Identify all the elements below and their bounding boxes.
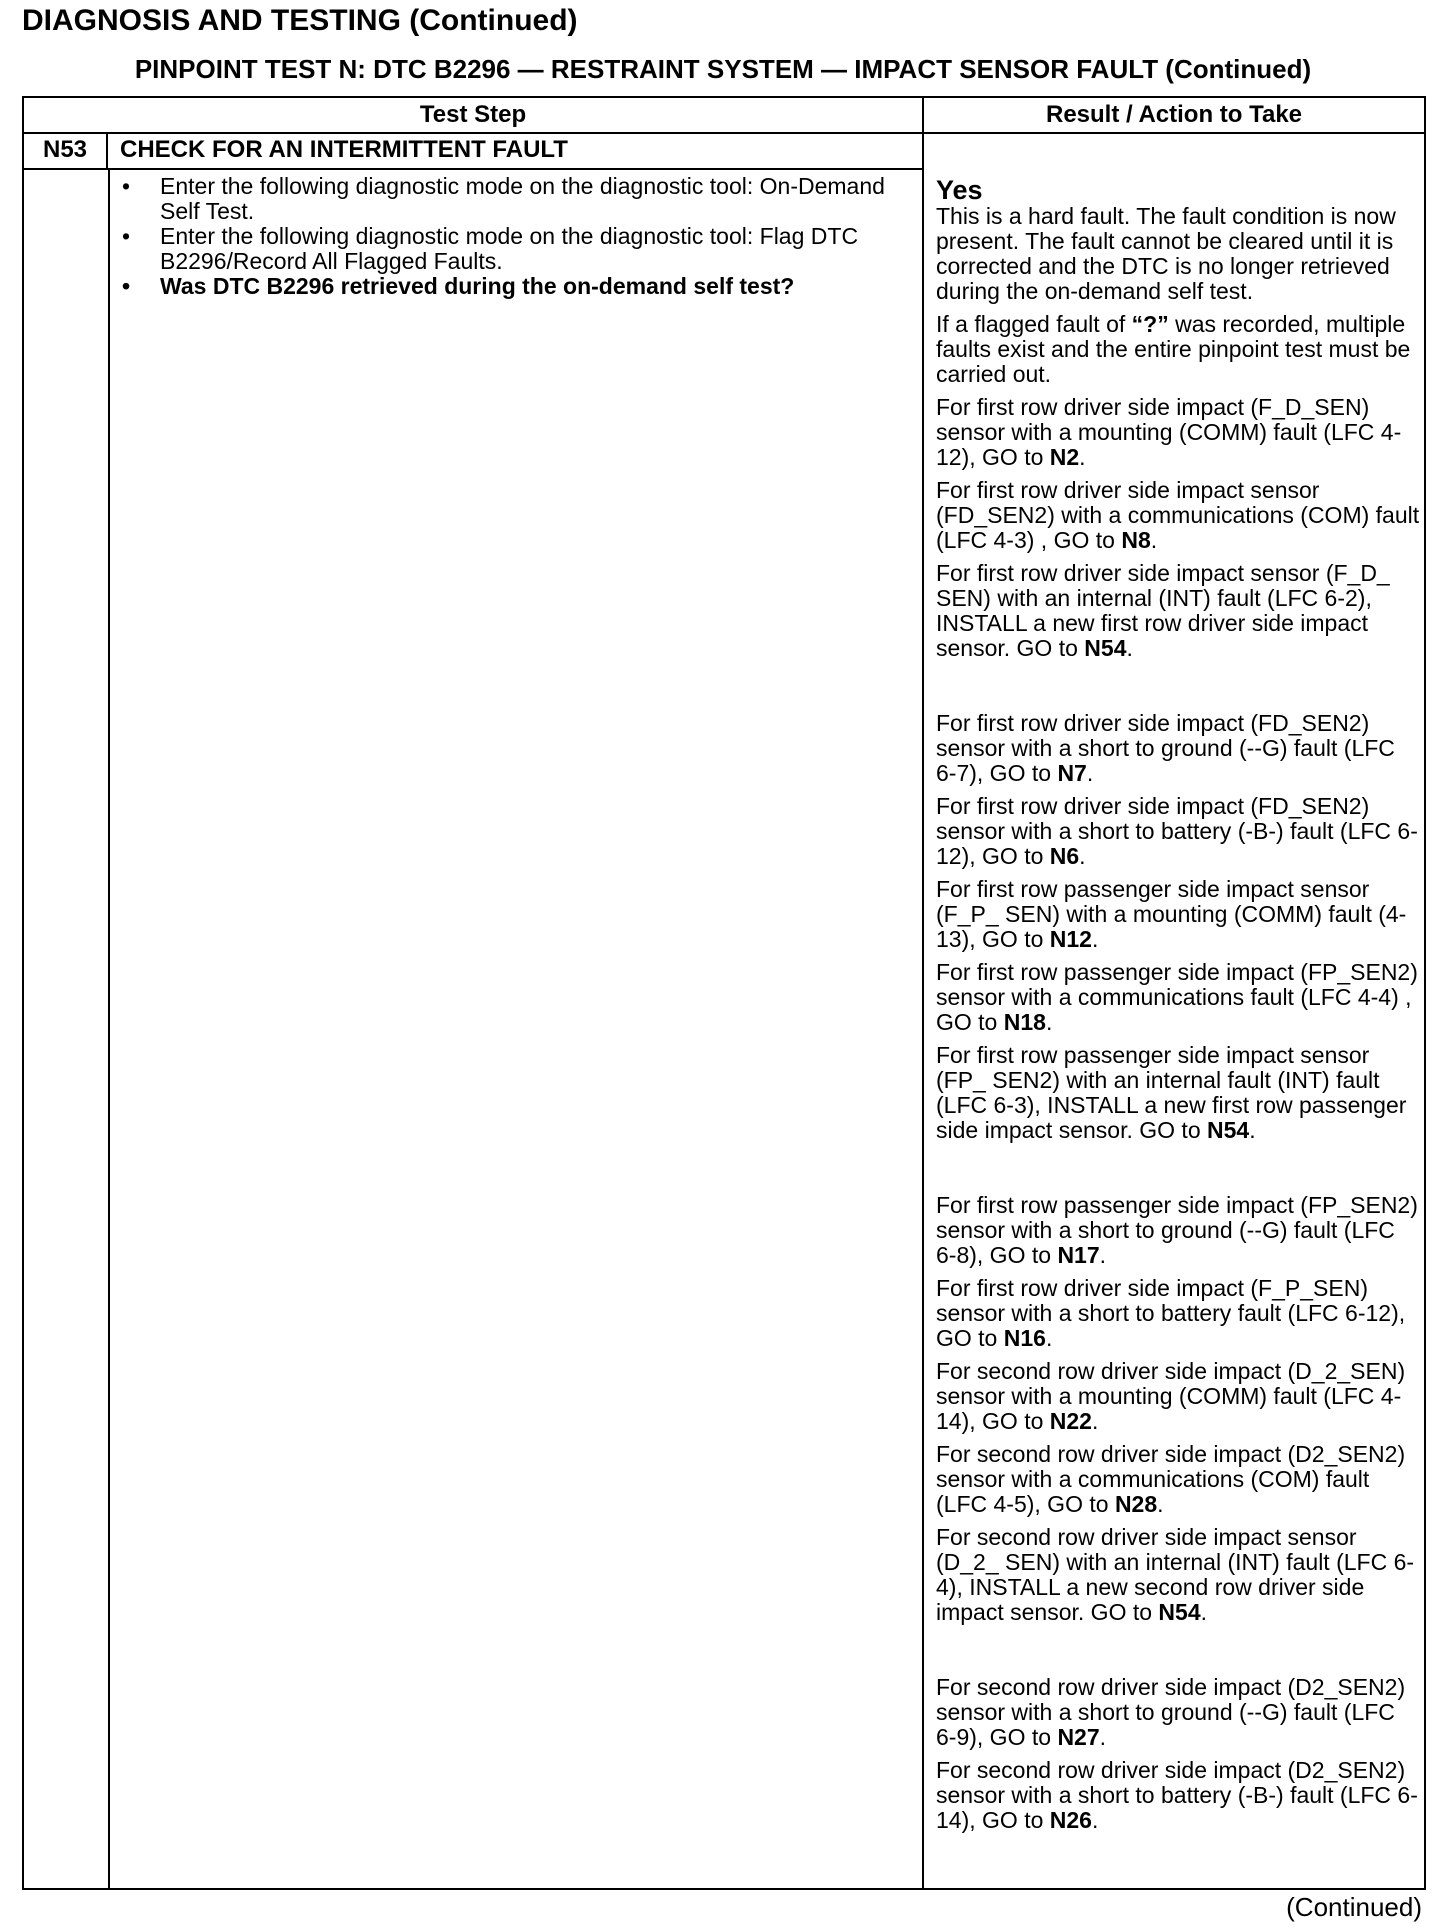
result-item: [936, 1193, 1420, 1268]
section-title: PINPOINT TEST N: DTC B2296 — RESTRAINT SYSTEM — IMPACT SENSOR FAULT (Continued): [134, 54, 1312, 84]
flag-note-symbol: “?”: [1131, 311, 1169, 337]
result-item: [936, 1276, 1420, 1351]
result-item-end: .: [1079, 843, 1086, 869]
result-item-step-ref: N12: [1049, 926, 1092, 952]
result-item-step-ref: N6: [1049, 843, 1080, 869]
instruction-item: [120, 224, 910, 274]
flag-note-text: If a flagged fault of: [936, 311, 1132, 337]
result-item-text: For first row passenger side impact sensor (F_P_ SEN) with a mounting (COMM) fault (4-13), GO to: [936, 876, 1407, 952]
result-item-step-ref: N7: [1057, 760, 1087, 786]
result-item-text: For first row passenger side impact (FP_SEN2) sensor with a communications fault (LFC 4-4) , GO to: [936, 959, 1418, 1035]
result-item-end: .: [1099, 1242, 1107, 1268]
test-step-table: [22, 96, 1426, 1890]
instruction-question: [120, 274, 910, 299]
result-item-step-ref: N54: [1158, 1599, 1201, 1625]
result-item-text: For first row driver side impact (FD_SEN2) sensor with a short to battery (-B-) fault (LFC 6-12), GO to: [936, 793, 1418, 869]
result-item: [936, 877, 1420, 952]
result-item-end: .: [1150, 527, 1158, 553]
result-item-text: For first row passenger side impact (FP_SEN2) sensor with a short to ground (--G) fault (LFC 6-8), GO to: [936, 1192, 1418, 1268]
result-item-end: .: [1091, 926, 1099, 952]
instruction-list: [120, 174, 910, 299]
result-item-text: For first row driver side impact (FD_SEN2) sensor with a short to ground (--G) fault (LFC 6-7), GO to: [936, 710, 1395, 786]
result-item: [936, 711, 1420, 786]
result-item: [936, 561, 1420, 661]
result-item: [936, 1758, 1420, 1833]
result-item: [936, 1442, 1420, 1517]
bullet-icon: •: [122, 273, 131, 299]
result-intro: This is a hard fault. The fault condition is now present. The fault cannot be cleared until it is corrected and the DTC is no longer retrieved during the on-demand self test.: [936, 203, 1396, 304]
result-item-end: .: [1091, 1807, 1099, 1833]
step-id: N53: [24, 134, 108, 168]
result-item-step-ref: N54: [1207, 1117, 1250, 1143]
result-item-step-ref: N27: [1057, 1724, 1100, 1750]
instruction-text: Was DTC B2296 retrieved during the on-demand self test?: [160, 273, 795, 299]
result-item-step-ref: N8: [1121, 527, 1151, 553]
column-divider-middle: [922, 170, 924, 1888]
continued-footer: (Continued): [1286, 1892, 1422, 1922]
result-item-end: .: [1099, 1724, 1107, 1750]
result-item-text: For second row driver side impact (D2_SEN2) sensor with a short to battery (-B-) fault (LFC 6-14), GO to: [936, 1757, 1418, 1833]
result-item-text: For first row driver side impact sensor (F_D_ SEN) with an internal (INT) fault (LFC 6-2), INSTALL a new first row driver side impact sensor. GO to: [936, 560, 1390, 661]
result-item-text: For second row driver side impact (D_2_SEN) sensor with a mounting (COMM) fault (LFC 4-14), GO to: [936, 1358, 1406, 1434]
result-item-step-ref: N16: [1003, 1325, 1046, 1351]
header-result-action: Result / Action to Take: [924, 98, 1424, 134]
page-title: DIAGNOSIS AND TESTING (Continued): [22, 4, 578, 37]
bullet-icon: •: [122, 223, 131, 249]
step-title: CHECK FOR AN INTERMITTENT FAULT: [120, 136, 568, 163]
result-item-end: .: [1086, 760, 1094, 786]
result-item: [936, 794, 1420, 869]
result-column: [936, 170, 1420, 1841]
flag-note-text: was recorded, multiple faults exist and the entire pinpoint test must be carried out.: [936, 311, 1411, 387]
result-item-text: For first row passenger side impact sensor (FP_ SEN2) with an internal fault (INT) fault (LFC 6-3), INSTALL a new first row passenger side impact sensor. GO to: [936, 1042, 1407, 1143]
result-item-step-ref: N2: [1049, 444, 1080, 470]
header-test-step: Test Step: [24, 98, 924, 134]
result-item-end: .: [1126, 635, 1133, 661]
result-item: [936, 395, 1420, 470]
result-item-text: For first row driver side impact sensor (FD_SEN2) with a communications (COM) fault (LFC 4-3) , GO to: [936, 477, 1420, 553]
result-item: [936, 1675, 1420, 1750]
result-item-step-ref: N22: [1049, 1408, 1092, 1434]
column-divider-left: [108, 170, 110, 1888]
instruction-text: Enter the following diagnostic mode on the diagnostic tool: Flag DTC B2296/Record All Flagged Faults.: [160, 223, 859, 274]
result-item-text: For second row driver side impact sensor (D_2_ SEN) with an internal (INT) fault (LFC 6-4), INSTALL a new second row driver side impact sensor. GO to: [936, 1524, 1415, 1625]
result-item: [936, 1043, 1420, 1143]
bullet-icon: •: [122, 173, 131, 199]
result-item-text: For first row driver side impact (F_D_SEN) sensor with a mounting (COMM) fault (LFC 4-12), GO to: [936, 394, 1402, 470]
result-item-end: .: [1045, 1325, 1053, 1351]
instruction-item: [120, 174, 910, 224]
result-item-step-ref: N18: [1003, 1009, 1046, 1035]
result-item-end: .: [1045, 1009, 1053, 1035]
result-item-end: .: [1079, 444, 1086, 470]
step-row: [24, 134, 924, 170]
result-item: [936, 1359, 1420, 1434]
result-item-step-ref: N28: [1114, 1491, 1158, 1517]
result-item: [936, 478, 1420, 553]
result-item-text: For first row driver side impact (F_P_SEN) sensor with a short to battery fault (LFC 6-12), GO to: [936, 1275, 1406, 1351]
result-item-text: For second row driver side impact (D2_SEN2) sensor with a short to ground (--G) fault (LFC 6-9), GO to: [936, 1674, 1406, 1750]
result-item-text: For second row driver side impact (D2_SEN2) sensor with a communications (COM) fault (LFC 4-5), GO to: [936, 1441, 1406, 1517]
result-item-step-ref: N26: [1049, 1807, 1092, 1833]
result-item: [936, 1525, 1420, 1625]
result-item-end: .: [1200, 1599, 1208, 1625]
result-item-end: .: [1157, 1491, 1164, 1517]
result-item-end: .: [1091, 1408, 1099, 1434]
result-item-end: .: [1249, 1117, 1256, 1143]
instruction-text: Enter the following diagnostic mode on the diagnostic tool: On-Demand Self Test.: [160, 173, 885, 224]
result-yes-label: Yes: [936, 175, 983, 205]
result-flag-note: [936, 312, 1420, 387]
result-item-step-ref: N54: [1084, 635, 1127, 661]
result-item: [936, 960, 1420, 1035]
result-item-step-ref: N17: [1057, 1242, 1100, 1268]
